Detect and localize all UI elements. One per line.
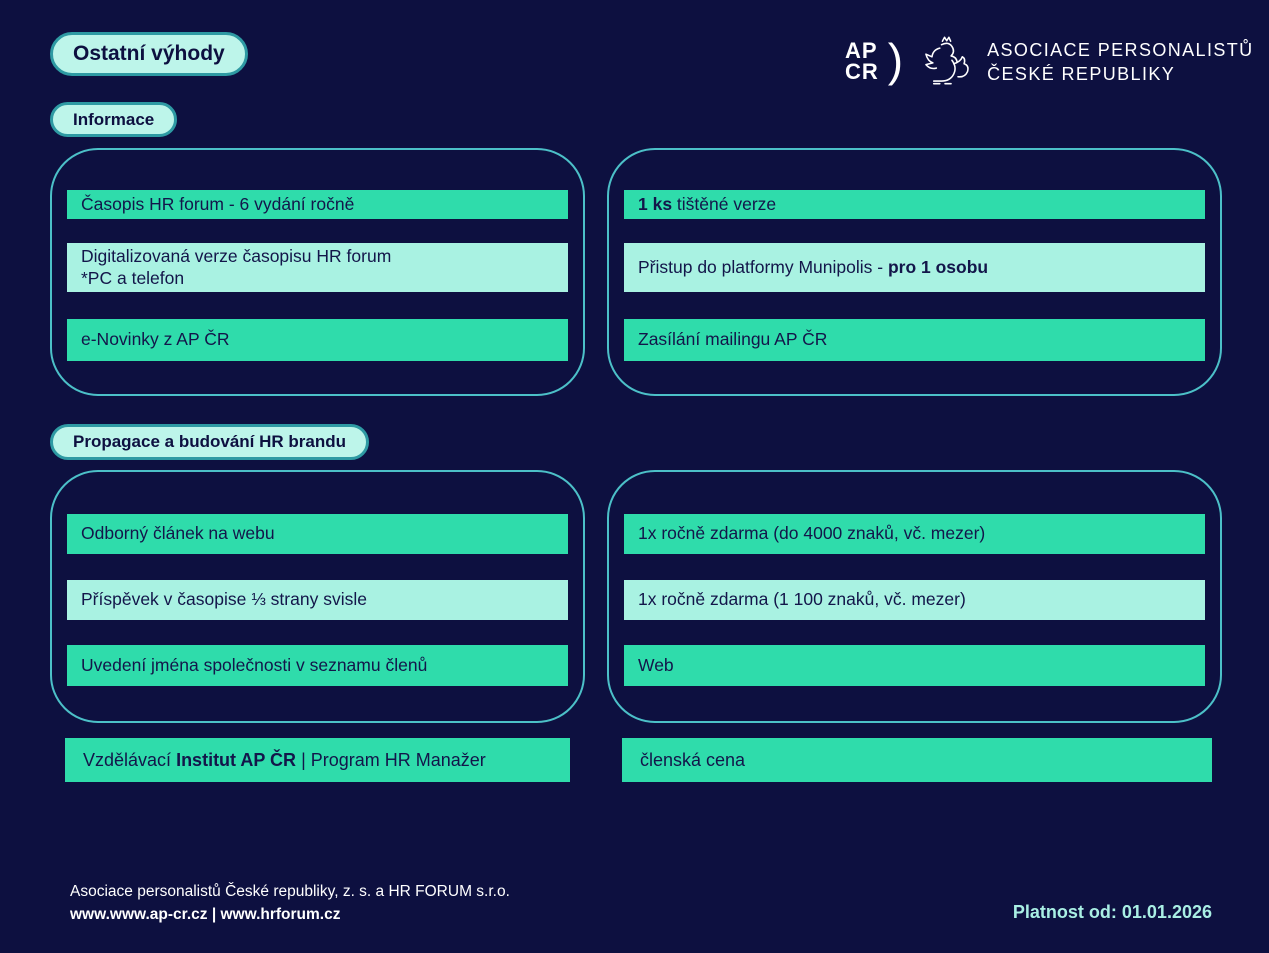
value-bar-tistene: 1 ks tištěné verze [624,190,1205,219]
org-name-line2: ČESKÉ REPUBLIKY [987,64,1176,84]
benefit-bar-prispevek: Příspěvek v časopise ⅓ strany svisle [67,580,568,620]
informace-right-box [607,148,1222,396]
logo-monogram [845,38,879,84]
page-title: Ostatní výhody [50,32,248,76]
org-name [987,38,1253,87]
footer-org-line: Asociace personalistů České republiky, z. s. a HR FORUM s.r.o. [70,883,510,900]
validity-date: Platnost od: 01.01.2026 [1012,902,1212,922]
logo-monogram-bottom: CR [845,59,879,84]
value-bar-web: Web [624,645,1205,686]
propagace-right-box [607,470,1222,723]
benefit-bar-casopis: Časopis HR forum - 6 vydání ročně [67,190,568,219]
section-label-informace: Informace [50,102,177,137]
org-logo [845,33,1254,91]
informace-left-box [50,148,585,396]
value-bar-4000-znaku: 1x ročně zdarma (do 4000 znaků, vč. mezer) [624,514,1205,554]
clenska-cena-bar: členská cena [622,738,1212,782]
institut-bar: Vzdělávací Institut AP ČR | Program HR Manažer [65,738,570,782]
logo-bracket: ) [887,34,904,86]
value-bar-munipolis: Přistup do platformy Munipolis - pro 1 osobu [624,243,1205,292]
benefit-bar-enovinky: e-Novinky z AP ČR [67,319,568,361]
logo-monogram-top: AP [845,38,878,64]
benefit-bar-clanek: Odborný článek na webu [67,514,568,554]
value-bar-mailing: Zasílání mailingu AP ČR [624,319,1205,361]
propagace-left-box [50,470,585,723]
benefit-bar-digitalizovana: Digitalizovaná verze časopisu HR forum *PC a telefon [67,243,568,292]
section-label-propagace: Propagace a budování HR brandu [50,424,369,460]
benefit-bar-seznam-clenu: Uvedení jména společnosti v seznamu členů [67,645,568,686]
footer-links-line: www.www.ap-cr.cz | www.hrforum.cz [70,906,341,923]
value-bar-1100-znaku: 1x ročně zdarma (1 100 znaků, vč. mezer) [624,580,1205,620]
czech-lion-icon [919,33,971,91]
org-name-line1: ASOCIACE PERSONALISTŮ [987,39,1254,60]
